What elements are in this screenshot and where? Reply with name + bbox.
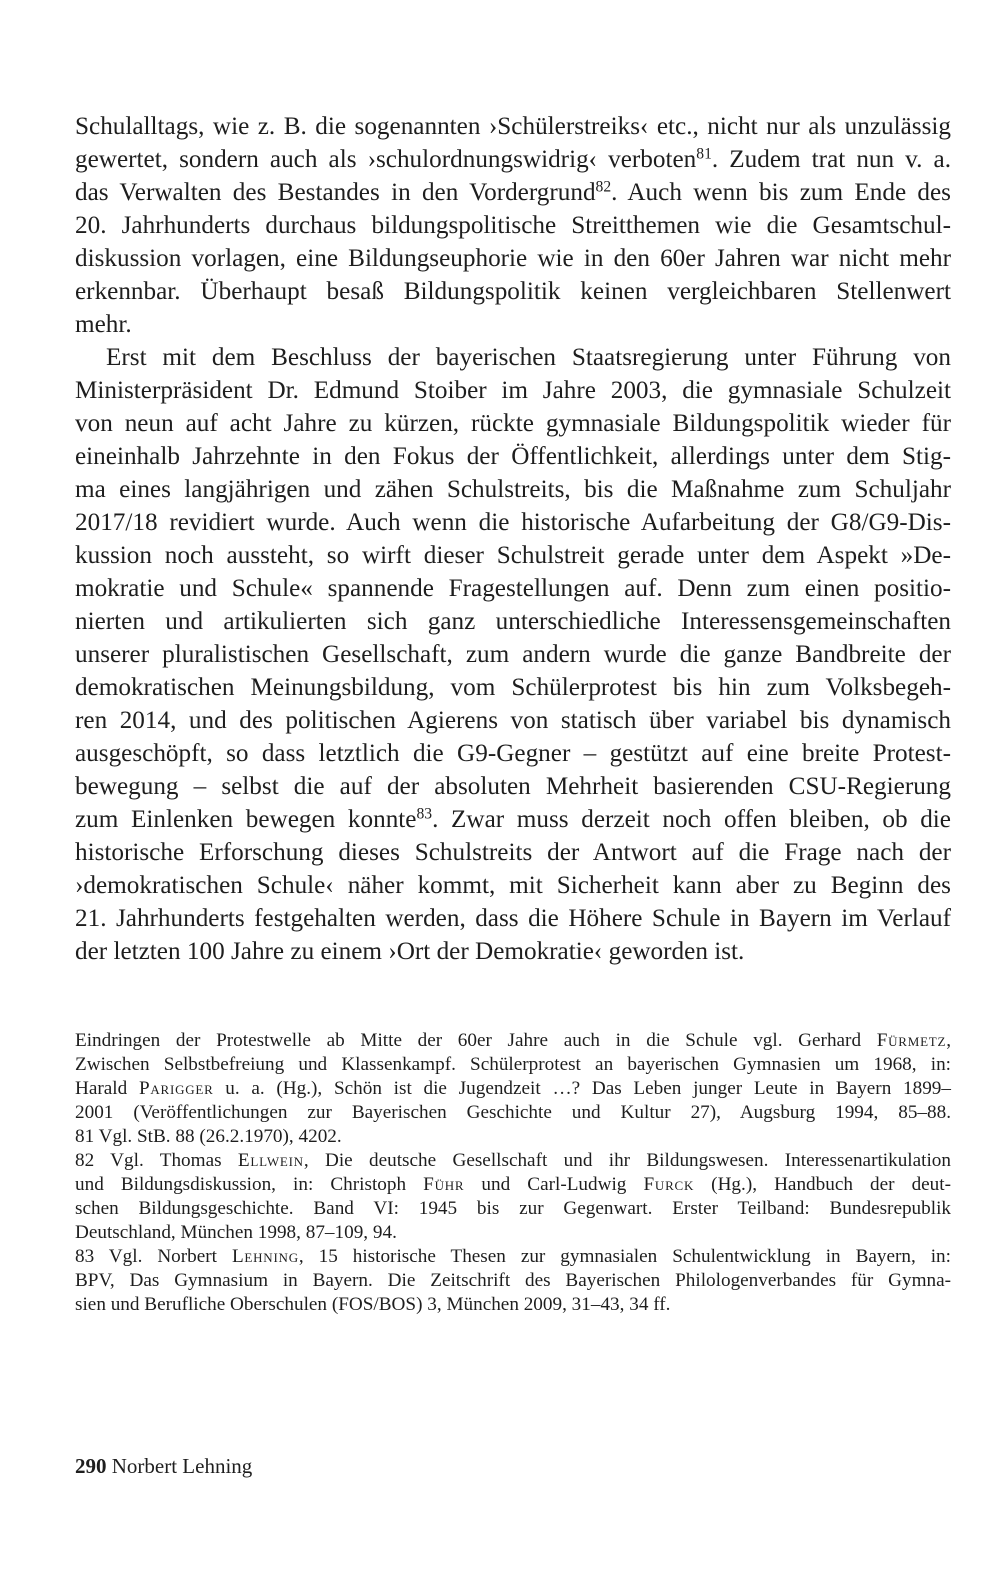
body-line: ›demokratischen Schule‹ näher kommt, mit Sicherheit kann aber zu Beginn des bbox=[75, 872, 951, 899]
body-line: historische Erforschung dieses Schulstreits der Antwort auf die Frage nach der bbox=[75, 839, 951, 866]
footnote-line: Harald Parigger u. a. (Hg.), Schön ist die Jugendzeit …? Das Leben junger Leute in Bayern 1899– bbox=[75, 1078, 951, 1099]
body-line: Schulalltags, wie z. B. die sogenannten ›Schülerstreiks‹ etc., nicht nur als unzulässig bbox=[75, 113, 951, 140]
body-line: kussion noch aussteht, so wirft dieser Schulstreit gerade unter dem Aspekt »De- bbox=[75, 542, 951, 569]
body-line: 2017/18 revidiert wurde. Auch wenn die historische Aufarbeitung der G8/G9-Dis- bbox=[75, 509, 951, 536]
body-line: zum Einlenken bewegen konnte$^{83}$. Zwar muss derzeit noch offen bleiben, ob die bbox=[75, 805, 951, 833]
footnote-line: und Bildungsdiskussion, in: Christoph Führ und Carl-Ludwig Furck (Hg.), Handbuch der deut- bbox=[75, 1174, 951, 1195]
body-line: der letzten 100 Jahre zu einem ›Ort der Demokratie‹ geworden ist. bbox=[75, 938, 745, 965]
running-author: Norbert Lehning bbox=[111, 1454, 253, 1478]
footnote-line: Zwischen Selbstbefreiung und Klassenkampf. Schülerprotest an bayerischen Gymnasien um 1968, in: bbox=[75, 1054, 951, 1075]
body-line: diskussion vorlagen, eine Bildungseuphorie wie in den 60er Jahren war nicht mehr bbox=[75, 245, 951, 272]
body-line: nierten und artikulierten sich ganz unterschiedliche Interessensgemeinschaften bbox=[75, 608, 951, 635]
body-line: mehr. bbox=[75, 311, 132, 338]
footnote-81: 81 Vgl. StB. 88 (26.2.1970), 4202. bbox=[75, 1126, 342, 1147]
footnote-ref: 83 bbox=[416, 805, 433, 823]
body-line: von neun auf acht Jahre zu kürzen, rückte gymnasiale Bildungspolitik wieder für bbox=[75, 410, 951, 437]
footnote-line: sien und Berufliche Oberschulen (FOS/BOS) 3, München 2009, 31–43, 34 ff. bbox=[75, 1294, 671, 1315]
body-line: ren 2014, und des politischen Agierens von statisch über variabel bis dynamisch bbox=[75, 707, 951, 734]
body-line: ausgeschöpft, so dass letztlich die G9-Gegner – gestützt auf eine breite Protest- bbox=[75, 740, 951, 767]
footnote-ref: 81 bbox=[696, 145, 712, 163]
body-line: mokratie und Schule« spannende Fragestellungen auf. Denn zum einen positio- bbox=[75, 575, 951, 602]
body-line: eineinhalb Jahrzehnte in den Fokus der Öffentlichkeit, allerdings unter dem Stig- bbox=[75, 443, 951, 470]
body-line: unserer pluralistischen Gesellschaft, zum andern wurde die ganze Bandbreite der bbox=[75, 641, 951, 668]
footnote-line: 2001 (Veröffentlichungen zur Bayerischen Geschichte und Kultur 27), Augsburg 1994, 85–88. bbox=[75, 1102, 951, 1123]
body-line: Erst mit dem Beschluss der bayerischen Staatsregierung unter Führung von bbox=[106, 344, 951, 371]
body-line: ma eines langjährigen und zähen Schulstreits, bis die Maßnahme zum Schuljahr bbox=[75, 476, 951, 503]
body-line: bewegung – selbst die auf der absoluten Mehrheit basierenden CSU-Regierung bbox=[75, 773, 951, 800]
body-line: 21. Jahrhunderts festgehalten werden, dass die Höhere Schule in Bayern im Verlauf bbox=[75, 905, 951, 932]
body-line: erkennbar. Überhaupt besaß Bildungspolitik keinen vergleichbaren Stellenwert bbox=[75, 278, 951, 305]
footnote-line: BPV, Das Gymnasium in Bayern. Die Zeitschrift des Bayerischen Philologenverbandes für Gymna- bbox=[75, 1270, 951, 1291]
footnote-ref: 82 bbox=[595, 178, 612, 196]
body-line: 20. Jahrhunderts durchaus bildungspolitische Streitthemen wie die Gesamtschul- bbox=[75, 212, 951, 239]
page-number: 290 bbox=[75, 1454, 107, 1478]
footnote-line: Deutschland, München 1998, 87–109, 94. bbox=[75, 1222, 397, 1243]
footnote-line: schen Bildungsgeschichte. Band VI: 1945 bis zur Gegenwart. Erster Teilband: Bundesrepublik bbox=[75, 1198, 951, 1219]
page-footer bbox=[75, 1452, 252, 1480]
body-line: gewertet, sondern auch als ›schulordnungswidrig‹ verboten$^{81}$. Zudem trat nun v. a. bbox=[75, 145, 951, 173]
body-line: das Verwalten des Bestandes in den Vordergrund$^{82}$. Auch wenn bis zum Ende des bbox=[75, 178, 951, 206]
footnote-line: Eindringen der Protestwelle ab Mitte der 60er Jahre auch in die Schule vgl. Gerhard Fürmetz, bbox=[75, 1030, 951, 1051]
body-line: demokratischen Meinungsbildung, vom Schülerprotest bis hin zum Volksbegeh- bbox=[75, 674, 951, 701]
footnote-82: 82 Vgl. Thomas Ellwein, Die deutsche Gesellschaft und ihr Bildungswesen. Interessenartikulation bbox=[75, 1150, 951, 1171]
body-line: Ministerpräsident Dr. Edmund Stoiber im Jahre 2003, die gymnasiale Schulzeit bbox=[75, 377, 951, 404]
footnote-83: 83 Vgl. Norbert Lehning, 15 historische Thesen zur gymnasialen Schulentwicklung in Bayern, in: bbox=[75, 1246, 951, 1267]
